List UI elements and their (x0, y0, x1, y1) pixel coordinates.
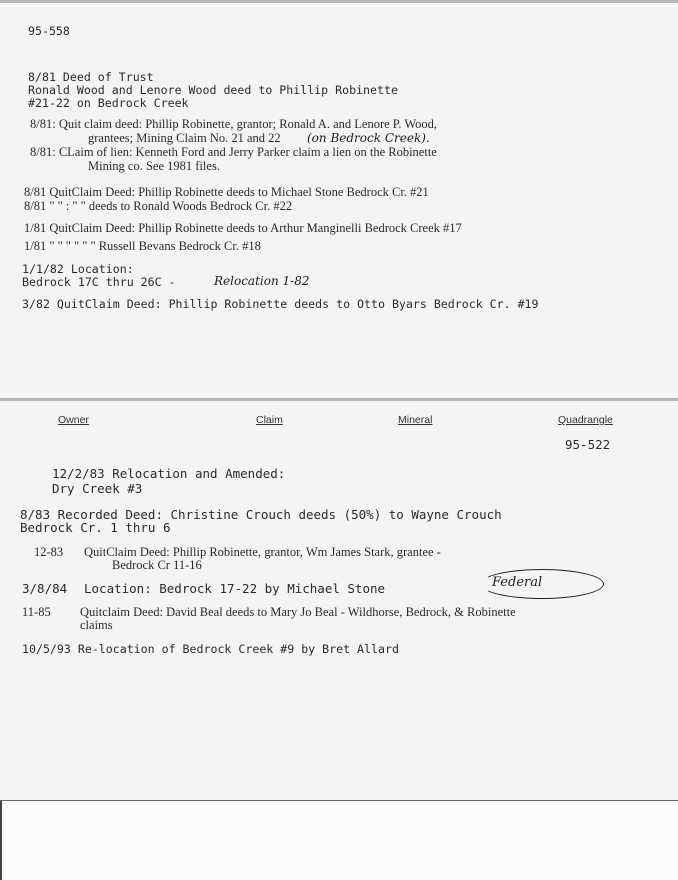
card-bottom-border (0, 398, 678, 401)
entry-line: 8/81: CLaim of lien: Kenneth Ford and Jerry Parker claim a lien on the Robinette (30, 145, 437, 159)
entry-date: 3/8/84 (22, 581, 68, 596)
handwritten-note: Federal (492, 575, 543, 590)
entry-line: 8/81 Deed of Trust (28, 70, 154, 84)
entry-line: 1/1/82 Location: (22, 262, 134, 276)
entry-line: Dry Creek #3 (52, 481, 143, 496)
entry-line: 1/81 QuitClaim Deed: Phillip Robinette deeds to Arthur Manginelli Bedrock Creek #17 (24, 221, 462, 235)
entry-line: Bedrock Cr 11-16 (112, 558, 202, 572)
entry-line: 12/2/83 Relocation and Amended: (52, 466, 286, 481)
entry-line: Location: Bedrock 17-22 by Michael Stone (84, 581, 386, 596)
index-card-bottom (0, 398, 678, 801)
file-number: 95-522 (565, 437, 611, 452)
entry-line: 10/5/93 Re-location of Bedrock Creek #9 by Bret Allard (22, 642, 399, 656)
entry-line: 8/81: Quit claim deed: Phillip Robinette, grantor; Ronald A. and Lenore P. Wood, (30, 117, 438, 131)
index-card-top (0, 0, 678, 399)
header-quadrangle: Quadrangle (558, 414, 613, 426)
card-top-border (0, 0, 678, 3)
entry-line: 1/81 " " " " " " Russell Bevans Bedrock Cr. #18 (24, 239, 261, 253)
entry-line: Mining co. See 1981 files. (88, 159, 220, 173)
entry-line: Ronald Wood and Lenore Wood deed to Phillip Robinette (28, 83, 398, 97)
handwritten-note: Relocation 1-82 (214, 274, 310, 288)
entry-line: QuitClaim Deed: Phillip Robinette, grantor, Wm James Stark, grantee - (84, 545, 441, 559)
entry-line: Bedrock Cr. 1 thru 6 (20, 520, 171, 535)
entry-line: Quitclaim Deed: David Beal deeds to Mary Jo Beal - Wildhorse, Bedrock, & Robinette (80, 605, 516, 619)
entry-line: claims (80, 618, 113, 632)
header-claim: Claim (256, 414, 283, 426)
entry-line: 8/81 " " : " " deeds to Ronald Woods Bedrock Cr. #22 (24, 199, 293, 213)
entry-date: 12-83 (34, 545, 64, 559)
entry-line: #21-22 on Bedrock Creek (28, 96, 189, 110)
entry-date: 11-85 (22, 605, 51, 619)
entry-line: 8/83 Recorded Deed: Christine Crouch deeds (50%) to Wayne Crouch (20, 507, 502, 522)
entry-line: grantees; Mining Claim No. 21 and 22 (88, 131, 281, 145)
file-number: 95-558 (28, 24, 70, 38)
header-owner: Owner (58, 414, 89, 426)
entry-line: Bedrock 17C thru 26C - (22, 275, 176, 289)
header-mineral: Mineral (398, 414, 433, 426)
entry-line: 3/82 QuitClaim Deed: Phillip Robinette deeds to Otto Byars Bedrock Cr. #19 (22, 297, 539, 311)
entry-line: 8/81 QuitClaim Deed: Phillip Robinette deeds to Michael Stone Bedrock Cr. #21 (24, 185, 429, 199)
handwritten-note: (on Bedrock Creek). (307, 131, 430, 145)
